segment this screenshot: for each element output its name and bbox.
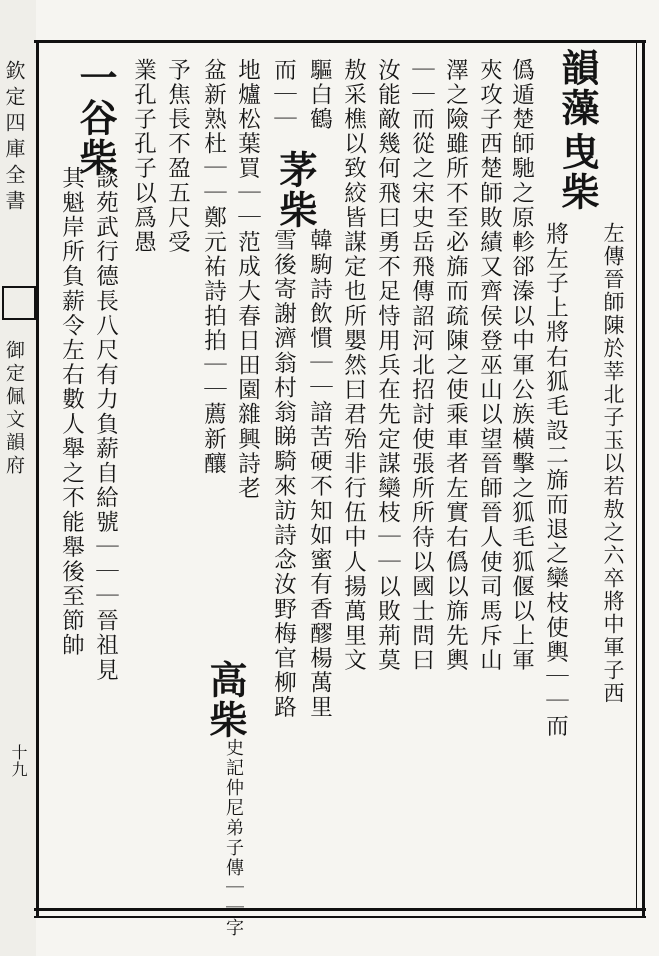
heading-gaochai: 高柴 <box>203 660 248 740</box>
spine-title: 欽定四庫全書 <box>2 60 26 216</box>
column-text: 談苑武行德長八尺有力負薪自給號｜｜｜晉祖見 <box>92 166 119 683</box>
heading-yunzao: 韻藻 <box>555 48 600 128</box>
bottom-border <box>34 908 646 911</box>
heading-yiguchai: 一谷柴 <box>73 58 118 178</box>
column-14: 予焦長不盈五尺受 <box>164 58 191 255</box>
column-4: 夾攻子西楚師敗績又齊侯登巫山以望晉師晉人使司馬斥山 <box>476 58 503 673</box>
top-border <box>34 40 646 43</box>
left-border <box>36 40 39 918</box>
column-6: ｜｜而從之宋史岳飛傳詔河北招討使張所所待以國士問曰 <box>408 58 435 673</box>
bottom-border-inner <box>34 916 646 918</box>
column-12: 地爐松葉買｜｜范成大春日田園雜興詩老 <box>234 58 261 501</box>
column-8: 敖采樵以致絞皆謀定也所嬰然曰君殆非行伍中人揚萬里文 <box>340 58 367 673</box>
column-5: 澤之險雖所不至必旆而疏陳之使乘車者左實右僞以旆先輿 <box>442 58 469 673</box>
heading-maochai: 茅柴 <box>273 150 318 230</box>
column-15: 業孔子孔子以爲愚 <box>130 58 157 255</box>
column-7: 汝能敵幾何飛曰勇不足恃用兵在先定謀欒枝｜｜以敗荊莫 <box>374 58 401 673</box>
fish-tail-mark <box>2 286 36 320</box>
column-text: 驅白鶴 <box>306 58 333 132</box>
spine-book-title: 御定佩文韻府 <box>3 340 25 478</box>
column-17: 其魁岸所負薪令左右數人舉之不能舉後至節帥 <box>58 166 85 658</box>
column-2: 將左子上將右狐毛設二旆而退之欒枝使輿｜｜而 <box>542 222 569 739</box>
heading-yechai: 曳柴 <box>555 132 600 212</box>
column-text: 左傳晉師陳於莘北子玉以若敖之六卒將中軍子西 <box>601 222 625 705</box>
column-11: 而｜｜ <box>270 58 297 132</box>
column-text: 韓駒詩飲慣｜｜諳苦硬不知如蜜有香醪楊萬里 <box>306 228 333 720</box>
spine-folio: 十九 <box>9 744 28 778</box>
column-13: 盆新熟杜｜｜鄭元祐詩拍拍｜｜薦新釀 <box>200 58 227 477</box>
column-10: 雪後寄謝濟翁村翁睇騎來訪詩念汝野梅官柳路 <box>270 228 297 720</box>
right-border <box>642 40 645 918</box>
right-border-inner <box>636 40 637 910</box>
column-text: 史記仲尼弟子傳｜｜字 <box>223 738 244 938</box>
column-3: 僞遁楚師馳之原軫郤溱以中軍公族橫擊之狐毛狐偃以上軍 <box>508 58 535 673</box>
